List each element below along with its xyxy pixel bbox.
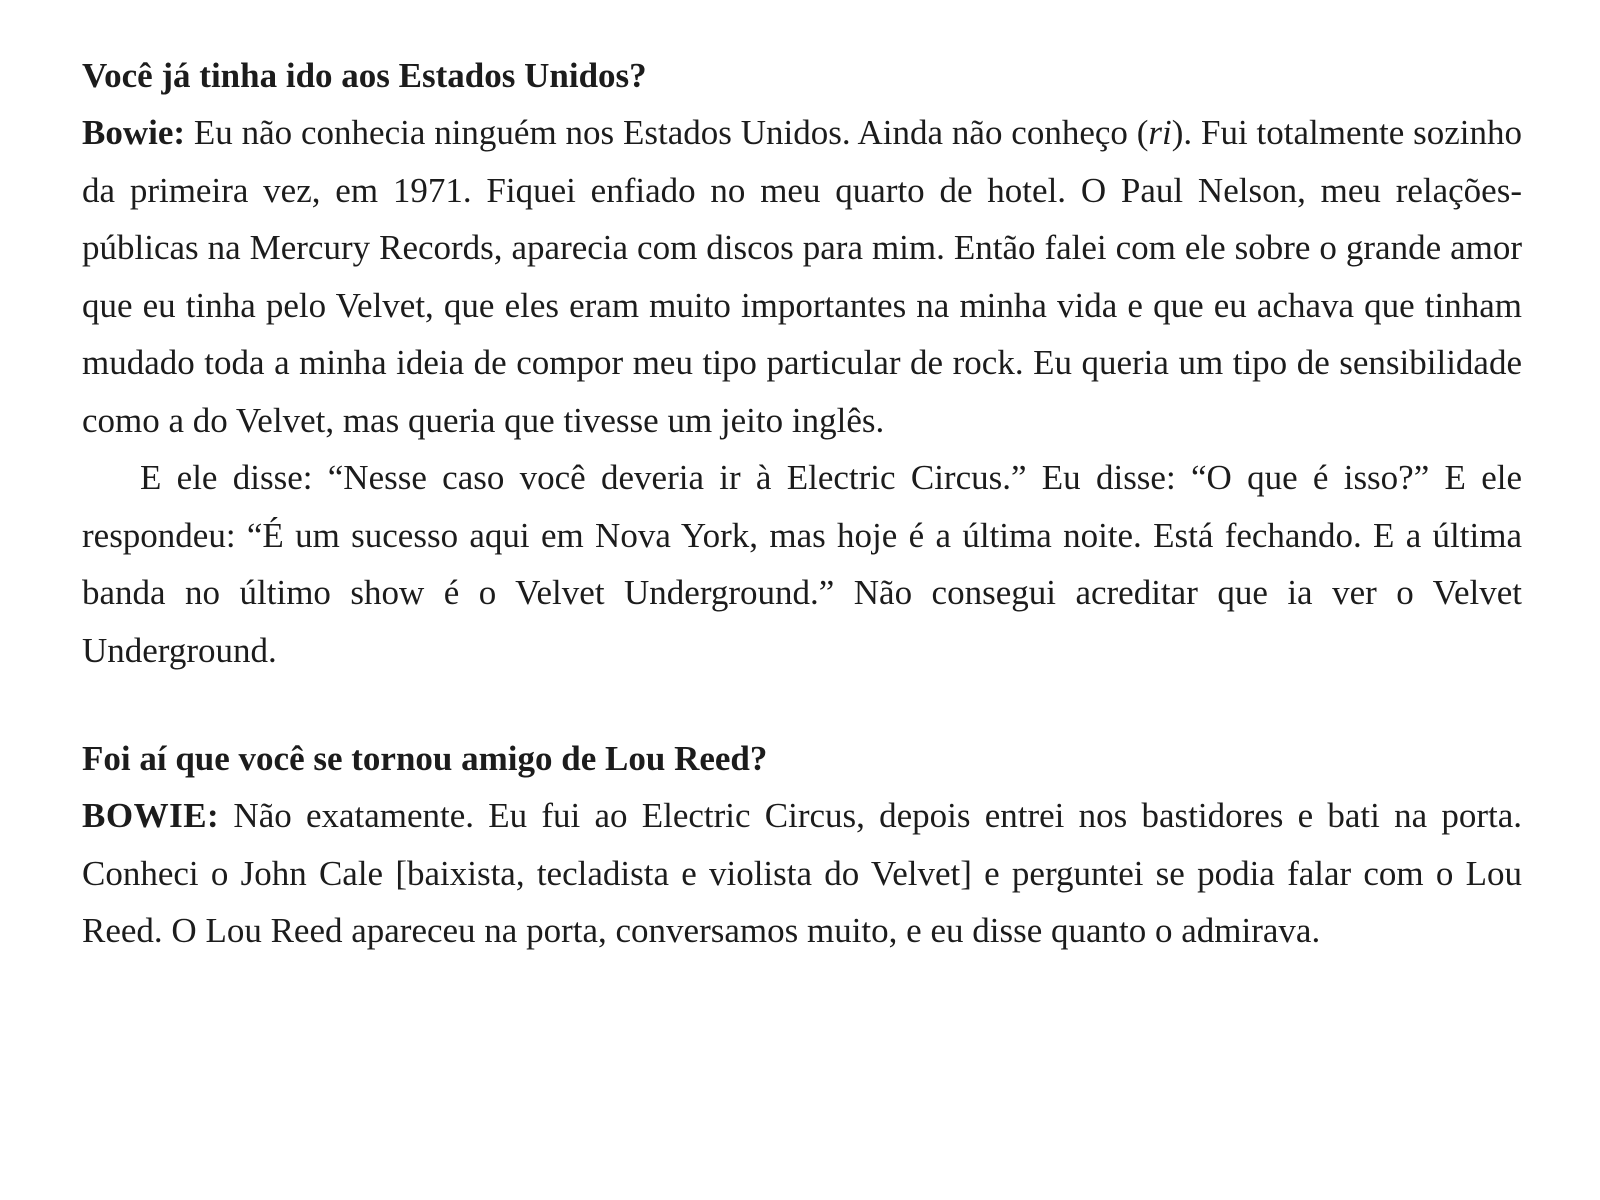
- answer-text: Eu não conhecia ninguém nos Estados Unidos. Ainda não conheço (: [185, 113, 1149, 152]
- interview-section-1: [82, 48, 1522, 679]
- answer-paragraph-2: E ele disse: “Nesse caso você deveria ir à Electric Circus.” Eu disse: “O que é isso?” E ele respondeu: “É um sucesso aqui em Nova York, mas hoje é a última noite. Está fechando. E a última banda no último show é o Velvet Underground.” Não consegui acreditar que ia ver o Velvet Underground.: [82, 458, 1522, 670]
- speaker-label: Bowie:: [82, 113, 186, 152]
- stage-direction: ri: [1148, 113, 1172, 152]
- answer-text-continued: ). Fui totalmente sozinho da primeira vez, em 1971. Fiquei enfiado no meu quarto de hotel. O Paul Nelson, meu relações-públicas na Mercury Records, aparecia com discos para mim. Então falei com ele sobre o grande amor que eu tinha pelo Velvet, que eles eram muito importantes na minha vida e que eu achava que tinham mudado toda a minha ideia de compor meu tipo particular de rock. Eu queria um tipo de sensibilidade como a do Velvet, mas queria que tivesse um jeito inglês.: [82, 113, 1523, 440]
- answer-text-2: Não exatamente. Eu fui ao Electric Circus, depois entrei nos bastidores e bati na porta. Conheci o John Cale [baixista, tecladista e violista do Velvet] e perguntei se podia falar com o Lou Reed. O Lou Reed apareceu na porta, conversamos muito, e eu disse quanto o admirava.: [82, 796, 1522, 950]
- speaker-label-2: BOWIE:: [82, 796, 220, 835]
- interview-section-2: [82, 731, 1522, 960]
- question-heading: Você já tinha ido aos Estados Unidos?: [82, 56, 647, 95]
- answer-paragraph-3: [82, 787, 1522, 960]
- answer-paragraph: [82, 104, 1522, 449]
- question-heading-2: Foi aí que você se tornou amigo de Lou Reed?: [82, 739, 768, 778]
- book-page: [82, 48, 1522, 960]
